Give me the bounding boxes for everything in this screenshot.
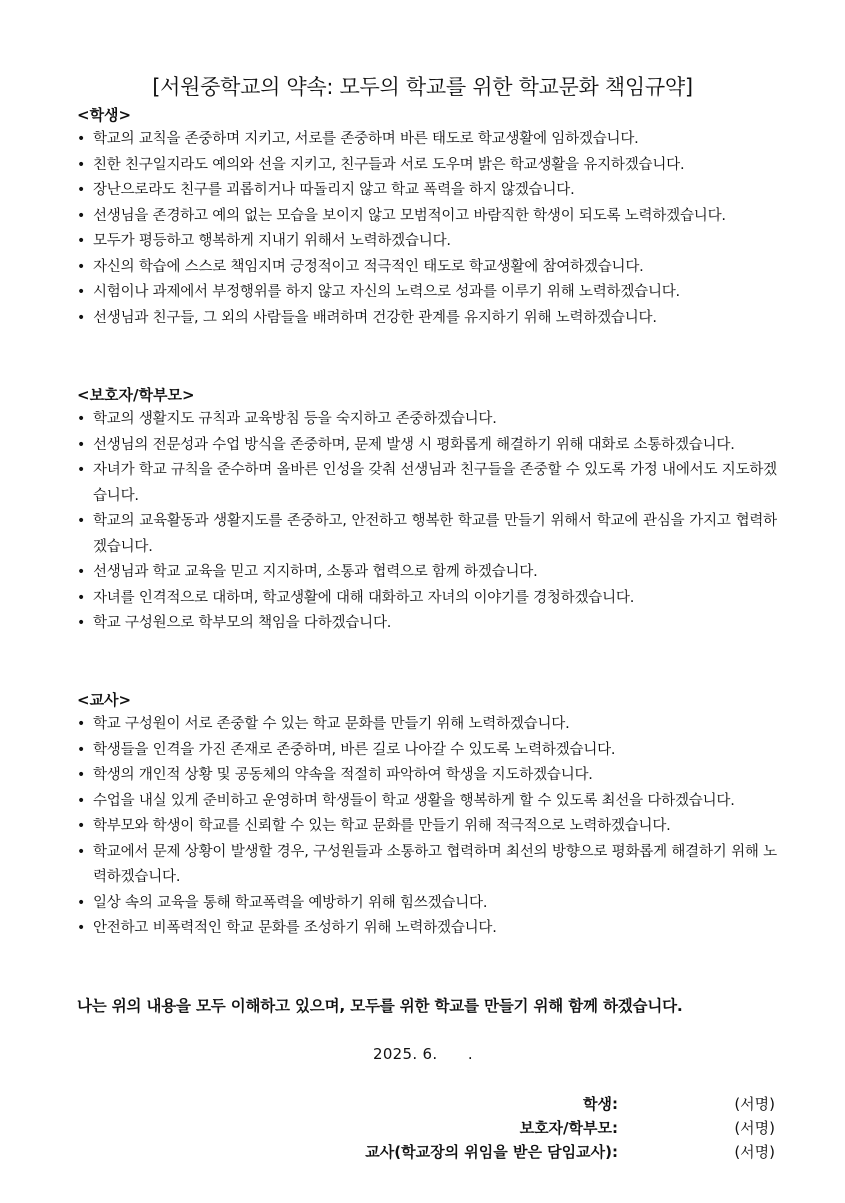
signature-role: 보호자/학부모: [519,1119,618,1137]
students-section [77,103,777,331]
list-item: • 자녀가 학교 규칙을 준수하며 올바른 인성을 갖춰 선생님과 친구들을 존중할 수 있도록 가정 내에서도 지도하겠습니다. [77,458,777,509]
list-item: • 학교의 교칙을 존중하며 지키고, 서로를 존중하며 바른 태도로 학교생활에 임하겠습니다. [77,127,777,153]
list-item: • 모두가 평등하고 행복하게 지내기 위해서 노력하겠습니다. [77,229,777,255]
teachers-section [77,688,777,942]
list-item: • 친한 친구일지라도 예의와 선을 지키고, 친구들과 서로 도우며 밝은 학교생활을 유지하겠습니다. [77,153,777,179]
signing-date: 2025. 6. . [373,1045,473,1063]
document-title: [서원중학교의 약속: 모두의 학교를 위한 학교문화 책임규약] [152,75,693,99]
students-list [77,127,777,331]
signature-placeholder: (서명) [734,1095,775,1113]
list-item: • 학교의 생활지도 규칙과 교육방침 등을 숙지하고 존중하겠습니다. [77,407,777,433]
list-item: • 학교 구성원으로 학부모의 책임을 다하겠습니다. [77,611,777,637]
list-item: • 학교 구성원이 서로 존중할 수 있는 학교 문화를 만들기 위해 노력하겠습니다. [77,712,777,738]
parents-heading: <보호자/학부모> [77,386,195,404]
list-item: • 학부모와 학생이 학교를 신뢰할 수 있는 학교 문화를 만들기 위해 적극적으로 노력하겠습니다. [77,814,777,840]
parents-list [77,407,777,637]
list-item: • 선생님과 학교 교육을 믿고 지지하며, 소통과 협력으로 함께 하겠습니다. [77,560,777,586]
teachers-list [77,712,777,942]
list-item: • 장난으로라도 친구를 괴롭히거나 따돌리지 않고 학교 폭력을 하지 않겠습니다. [77,178,777,204]
students-heading: <학생> [77,106,132,124]
list-item: • 학교에서 문제 상황이 발생할 경우, 구성원들과 소통하고 협력하며 최선의 방향으로 평화롭게 해결하기 위해 노력하겠습니다. [77,840,777,891]
list-item: • 선생님과 친구들, 그 외의 사람들을 배려하며 건강한 관계를 유지하기 위해 노력하겠습니다. [77,306,777,332]
signature-placeholder: (서명) [734,1143,775,1161]
parents-section [77,383,777,637]
list-item: • 시험이나 과제에서 부정행위를 하지 않고 자신의 노력으로 성과를 이루기 위해 노력하겠습니다. [77,280,777,306]
signature-row-parent [200,1115,775,1141]
teachers-heading: <교사> [77,691,132,709]
list-item: • 선생님의 전문성과 수업 방식을 존중하며, 문제 발생 시 평화롭게 해결하기 위해 대화로 소통하겠습니다. [77,433,777,459]
list-item: • 자녀를 인격적으로 대하며, 학교생활에 대해 대화하고 자녀의 이야기를 경청하겠습니다. [77,586,777,612]
pledge-statement: 나는 위의 내용을 모두 이해하고 있으며, 모두를 위한 학교를 만들기 위해 함께 하겠습니다. [77,997,683,1015]
list-item: • 자신의 학습에 스스로 책임지며 긍정적이고 적극적인 태도로 학교생활에 참여하겠습니다. [77,255,777,281]
list-item: • 일상 속의 교육을 통해 학교폭력을 예방하기 위해 힘쓰겠습니다. [77,891,777,917]
signature-row-student [200,1091,775,1117]
signature-placeholder: (서명) [734,1119,775,1137]
signature-role: 교사(학교장의 위임을 받은 담임교사): [365,1143,618,1161]
signature-row-teacher [200,1139,775,1165]
list-item: • 학교의 교육활동과 생활지도를 존중하고, 안전하고 행복한 학교를 만들기 위해서 학교에 관심을 가지고 협력하겠습니다. [77,509,777,560]
signature-role: 학생: [583,1095,618,1113]
list-item: • 선생님을 존경하고 예의 없는 모습을 보이지 않고 모범적이고 바람직한 학생이 되도록 노력하겠습니다. [77,204,777,230]
list-item: • 학생의 개인적 상황 및 공동체의 약속을 적절히 파악하여 학생을 지도하겠습니다. [77,763,777,789]
list-item: • 학생들을 인격을 가진 존재로 존중하며, 바른 길로 나아갈 수 있도록 노력하겠습니다. [77,738,777,764]
list-item: • 안전하고 비폭력적인 학교 문화를 조성하기 위해 노력하겠습니다. [77,916,777,942]
list-item: • 수업을 내실 있게 준비하고 운영하며 학생들이 학교 생활을 행복하게 할 수 있도록 최선을 다하겠습니다. [77,789,777,815]
